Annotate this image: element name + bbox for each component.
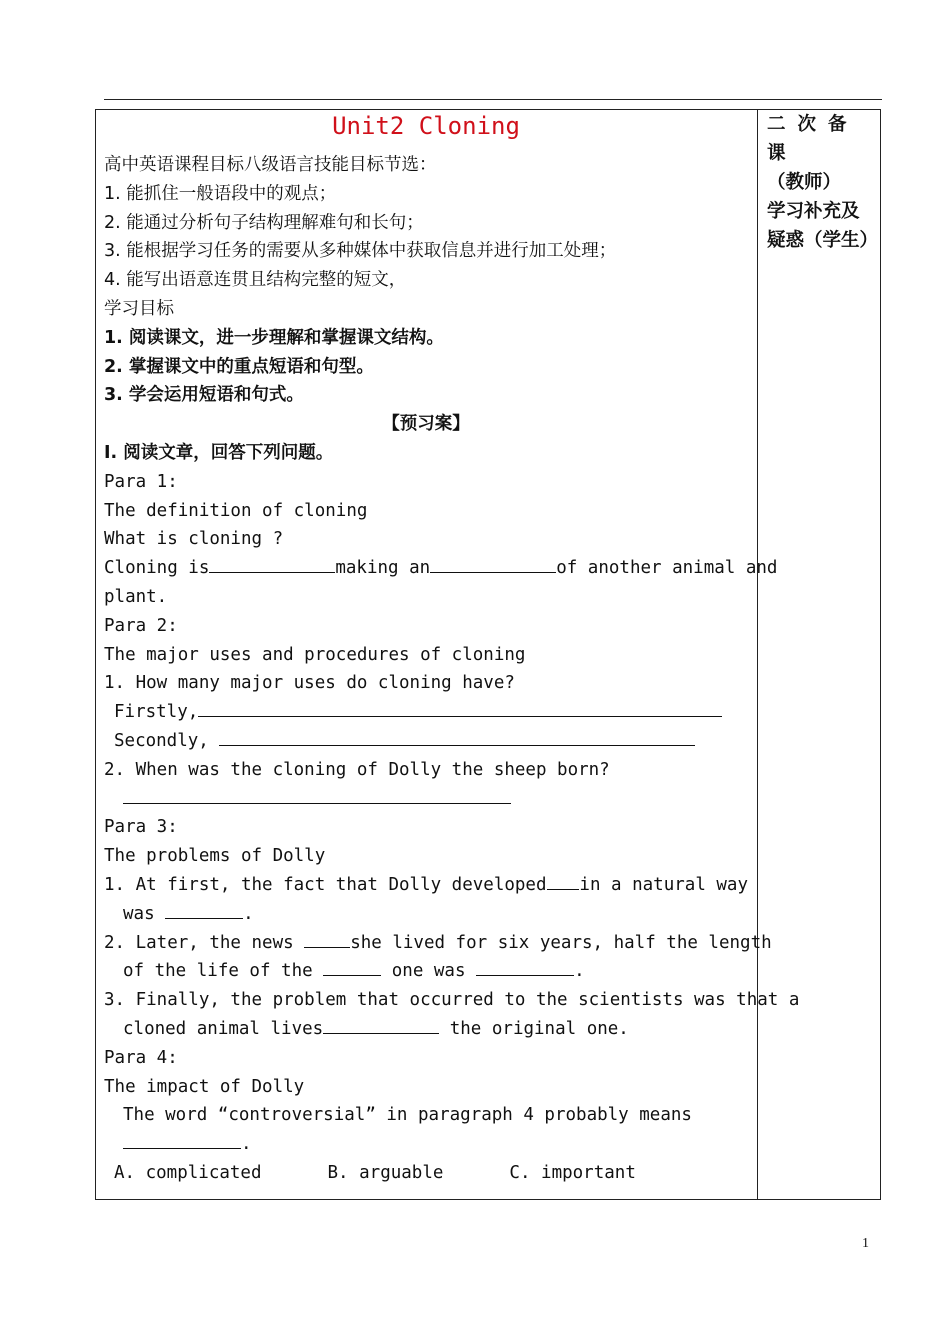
para3-q1-b: in a natural way [579,874,748,895]
blank-input[interactable] [323,957,381,976]
para3-q1-cont: was . [104,900,748,929]
page-title: Unit2 Cloning [332,112,520,140]
para3-q2-a: 2. Later, the news [104,932,294,953]
blank-input[interactable] [198,698,722,717]
para1-question: What is cloning ? [104,529,284,550]
header-rule [104,99,882,100]
blank-input[interactable] [123,785,511,804]
para4-question: The word “controversial” in paragraph 4 probably means [123,1105,692,1126]
para3-q2-line [104,929,772,958]
para3-topic: The problems of Dolly [104,846,326,867]
main-content [104,109,800,1188]
preview-heading: 【预习案】 [382,414,470,435]
para3-q3-a: 3. Finally, the problem that occurred to the scientists was that a [104,990,800,1011]
para2-topic: The major uses and procedures of cloning [104,644,526,665]
standard-item: 3. 能根据学习任务的需要从多种媒体中获取信息并进行加工处理； [104,241,617,262]
para2-firstly: Firstly, [114,702,199,723]
option-b[interactable]: B. arguable [327,1162,444,1183]
side-line-3: 学习补充及 [767,201,860,222]
option-c[interactable]: C. important [509,1162,636,1183]
para2-answer-line [104,785,748,814]
option-a[interactable]: A. complicated [114,1162,262,1183]
standard-item: 4. 能写出语意连贯且结构完整的短文， [104,270,407,291]
side-line-4: 疑惑（学生） [767,230,879,251]
para3-q3-b: cloned animal lives [123,1018,324,1039]
para2-question-1: 1. How many major uses do cloning have? [104,673,515,694]
para3-q2-c: of the life of the [123,961,313,982]
blank-input[interactable] [430,554,556,573]
para1-fill-line [104,554,778,583]
side-line-2: （教师） [767,172,842,193]
side-line-1: 二次备课 [767,114,859,164]
para3-q3-c: the original one. [449,1018,629,1039]
blank-input[interactable] [323,1015,439,1034]
objective-item: 3. 学会运用短语和句式。 [104,385,304,406]
para2-secondly: Secondly, [114,730,209,751]
para2-question-2: 2. When was the cloning of Dolly the sheep born? [104,759,610,780]
notes-column-header [767,110,877,255]
para1-topic: The definition of cloning [104,500,368,521]
para4-answer-line: . [104,1130,748,1159]
para4-options [104,1159,748,1188]
task-instruction: I. 阅读文章，回答下列问题。 [104,442,334,463]
blank-input[interactable] [219,727,695,746]
blank-input[interactable] [209,554,335,573]
para3-q2-d: one was [391,961,466,982]
para2-secondly-line [104,727,748,756]
para3-q2-b: she lived for six years, half the length [350,932,772,953]
objective-item: 2. 掌握课文中的重点短语和句型。 [104,356,374,377]
para3-label: Para 3: [104,817,178,838]
blank-input[interactable] [123,1130,241,1149]
para1-fill-a: Cloning is [104,558,210,579]
blank-input[interactable] [165,900,243,919]
standard-item: 2. 能通过分析句子结构理解难句和长句； [104,212,424,233]
para1-fill-c: of another animal and [556,558,778,579]
blank-input[interactable] [476,957,574,976]
objectives-heading: 学习目标 [104,298,174,319]
para2-firstly-line [104,698,748,727]
para3-q3-cont [104,1015,748,1044]
page-number: 1 [862,1236,869,1251]
para1-fill-b: making an [335,558,431,579]
para1-fill-d: plant. [104,586,168,607]
para4-label: Para 4: [104,1047,178,1068]
para3-q2-cont: of the life of the one was . [104,957,748,986]
objective-item: 1. 阅读课文，进一步理解和掌握课文结构。 [104,327,444,348]
para3-q1-line [104,871,748,900]
para3-q1-a: 1. At first, the fact that Dolly developed [104,874,547,895]
blank-input[interactable] [547,871,580,890]
para4-topic: The impact of Dolly [104,1076,305,1097]
para2-label: Para 2: [104,615,178,636]
para3-q1-c: was [123,903,155,924]
blank-input[interactable] [304,929,350,948]
standards-heading: 高中英语课程目标八级语言技能目标节选： [104,155,437,175]
standard-item: 1. 能抓住一般语段中的观点； [104,183,337,204]
para1-label: Para 1: [104,471,178,492]
notes-column [757,109,881,1200]
